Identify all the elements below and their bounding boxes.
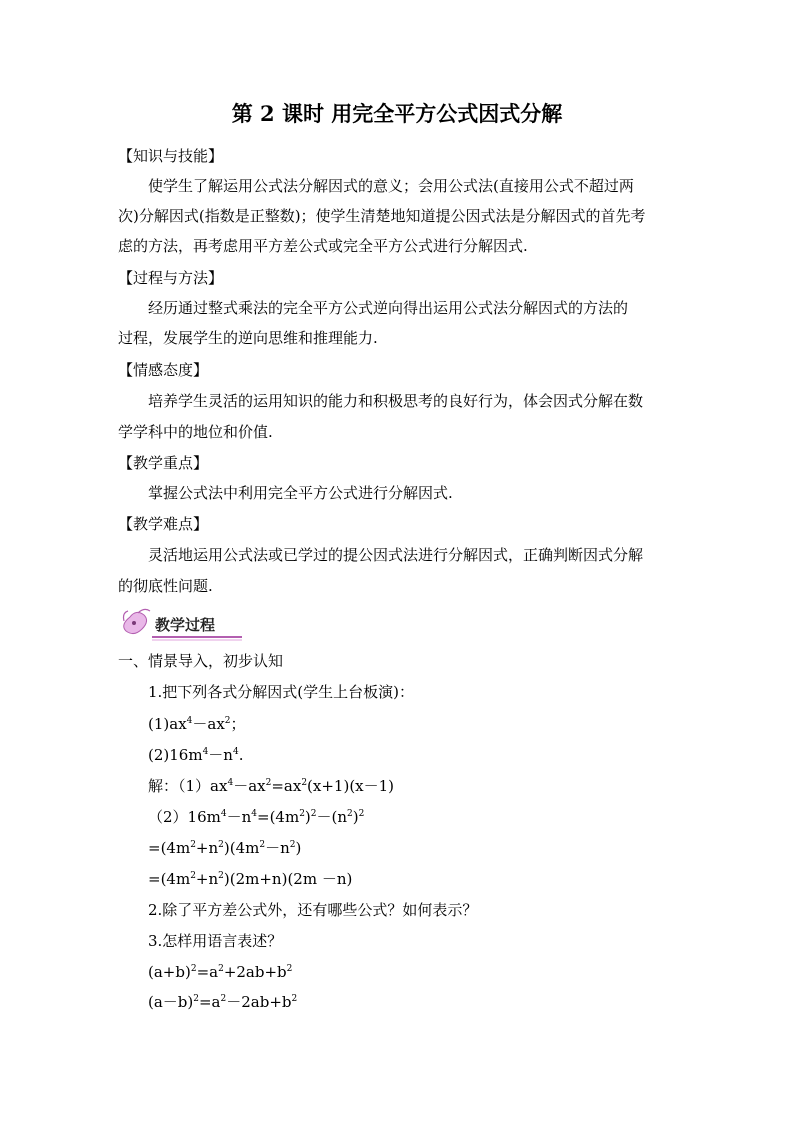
step-heading: 一、情景导入，初步认知: [118, 652, 284, 670]
paragraph-line: 学学科中的地位和价值.: [118, 423, 273, 441]
paragraph-line: 过程，发展学生的逆向思维和推理能力.: [118, 329, 378, 347]
paragraph-line: 使学生了解运用公式法分解因式的意义；会用公式法(直接用公式不超过两: [148, 177, 634, 195]
paragraph-line: 虑的方法，再考虑用平方差公式或完全平方公式进行分解因式.: [118, 237, 528, 255]
math-line: $(1)ax^4-ax^2$；: [148, 715, 246, 733]
paragraph-line: 经历通过整式乘法的完全平方公式逆向得出运用公式法分解因式的方法的: [148, 299, 629, 317]
question-line: 3.怎样用语言表述？: [148, 932, 283, 950]
math-line: $(a-b)^2=a^2-2ab+b^2$: [148, 993, 298, 1011]
page-title: 第 2 课时 用完全平方公式因式分解: [231, 101, 563, 126]
banner-label: 教学过程: [155, 616, 216, 634]
paragraph-line: 掌握公式法中利用完全平方公式进行分解因式.: [148, 484, 453, 502]
math-line: $=(4m^2+n^2)(4m^2-n^2)$: [148, 839, 302, 857]
paragraph-line: 的彻底性问题.: [118, 577, 213, 595]
section-heading-difficulty: 【教学难点】: [118, 515, 209, 533]
section-heading-process: 【过程与方法】: [118, 269, 224, 287]
math-line: 解：$(1)ax^4-ax^2=ax^2(x+1)(x-1)$: [148, 777, 395, 795]
math-line: $(a+b)^2=a^2+2ab+b^2$: [148, 963, 293, 981]
question-line: 1.把下列各式分解因式(学生上台板演)：: [148, 683, 415, 701]
section-heading-emotion: 【情感态度】: [118, 361, 209, 379]
math-line: $=(4m^2+n^2)(2m+n)(2m -n)$: [148, 870, 353, 888]
paragraph-line: 培养学生灵活的运用知识的能力和积极思考的良好行为，体会因式分解在数: [148, 392, 644, 410]
math-line: $(2)16m^4-n^4=(4m^2)^2-(n^2)^2$: [148, 808, 365, 826]
section-heading-key: 【教学重点】: [118, 454, 209, 472]
question-line: 2.除了平方差公式外，还有哪些公式？如何表示？: [148, 901, 478, 919]
section-heading-knowledge: 【知识与技能】: [118, 147, 224, 165]
paragraph-line: 灵活地运用公式法或已学过的提公因式法进行分解因式，正确判断因式分解: [148, 546, 644, 564]
math-line: $(2)16m^4-n^4$.: [148, 746, 244, 764]
paragraph-line: 次)分解因式(指数是正整数)；使学生清楚地知道提公因式法是分解因式的首先考: [118, 207, 646, 225]
